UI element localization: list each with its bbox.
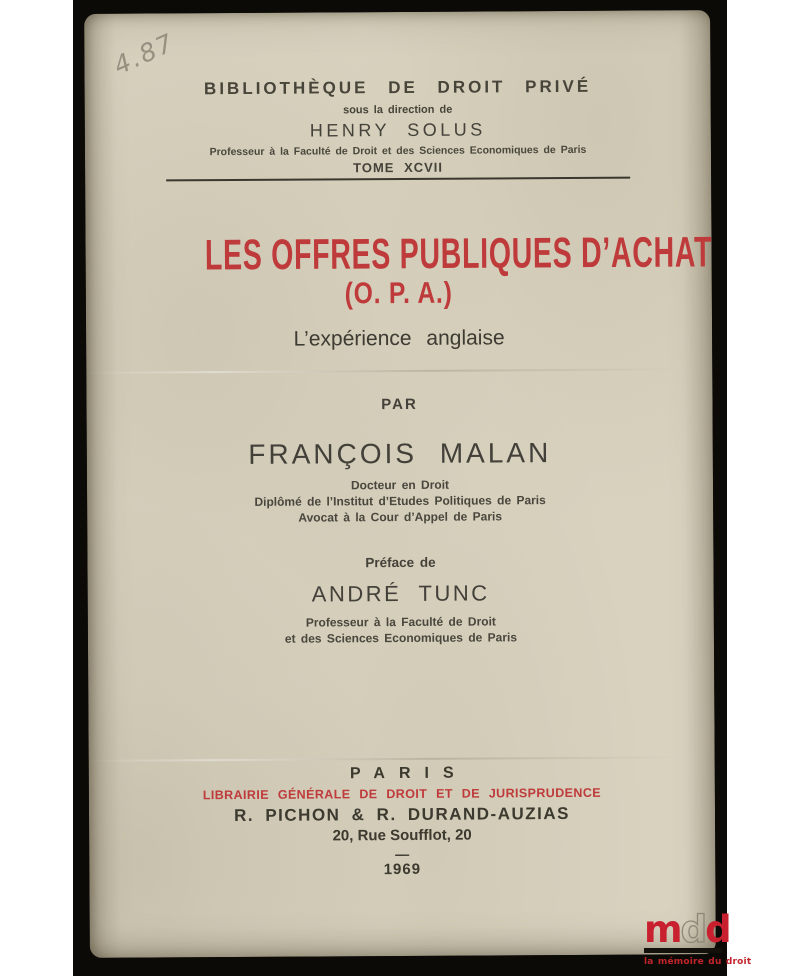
author-credential: Diplômé de l’Institut d’Etudes Politiques de Paris (254, 493, 546, 509)
author-name: FRANÇOIS MALAN (248, 437, 552, 470)
author-block (86, 394, 713, 526)
photo-backdrop (73, 0, 752, 976)
imprint-address: 20, Rue Soufflot, 20 (332, 826, 472, 845)
title-block (85, 227, 713, 354)
imprint-publisher-names: R. PICHON & R. DURAND-AUZIAS (234, 803, 571, 826)
imprint-publisher-line: LIBRAIRIE GÉNÉRALE DE DROIT ET DE JURISPRUDENCE (202, 785, 601, 803)
series-direction-label: sous la direction de (343, 103, 453, 117)
series-tome-number: TOME XCVII (353, 159, 444, 176)
imprint-city: PARIS (349, 764, 468, 783)
series-name: BIBLIOTHÈQUE DE DROIT PRIVÉ (203, 76, 592, 99)
book-title-acronym-text: (O. P. A.) (344, 276, 453, 311)
imprint-separator: — (395, 845, 410, 863)
mdd-logo-tagline: la mémoire du droit (644, 957, 752, 967)
book-title-acronym (86, 276, 712, 312)
series-header (85, 76, 712, 178)
book-title (85, 227, 713, 279)
mdd-letter-d-outline: d (680, 908, 706, 951)
mdd-letter-m: m (644, 908, 681, 951)
mdd-watermark-logo (644, 908, 752, 967)
preface-label: Préface de (365, 554, 436, 571)
preface-block (87, 553, 714, 647)
series-divider-line (166, 177, 630, 182)
mdd-logo-letters (644, 908, 730, 951)
series-director-name: HENRY SOLUS (309, 119, 486, 141)
preface-author-credential: Professeur à la Faculté de Droit (305, 614, 496, 630)
imprint-year: 1969 (383, 860, 422, 879)
author-credential: Docteur en Droit (350, 477, 450, 493)
imprint-block (89, 762, 716, 881)
page-crease (89, 756, 715, 762)
pencil-inscription: 4.87 (109, 27, 180, 81)
mdd-letter-d: d (705, 908, 730, 951)
series-director-title: Professeur à la Faculté de Droit et des Sciences Economiques de Paris (209, 143, 587, 159)
preface-author-credential: et des Sciences Economiques de Paris (284, 630, 518, 646)
author-credential: Avocat à la Cour d’Appel de Paris (298, 509, 503, 525)
book-title-text: LES OFFRES PUBLIQUES D’ACHAT (204, 227, 713, 279)
page-crease (86, 368, 712, 374)
book-subtitle: L’expérience anglaise (293, 326, 505, 351)
preface-author-name: ANDRÉ TUNC (311, 580, 490, 607)
book-title-page (84, 10, 716, 958)
par-label: PAR (381, 395, 418, 414)
